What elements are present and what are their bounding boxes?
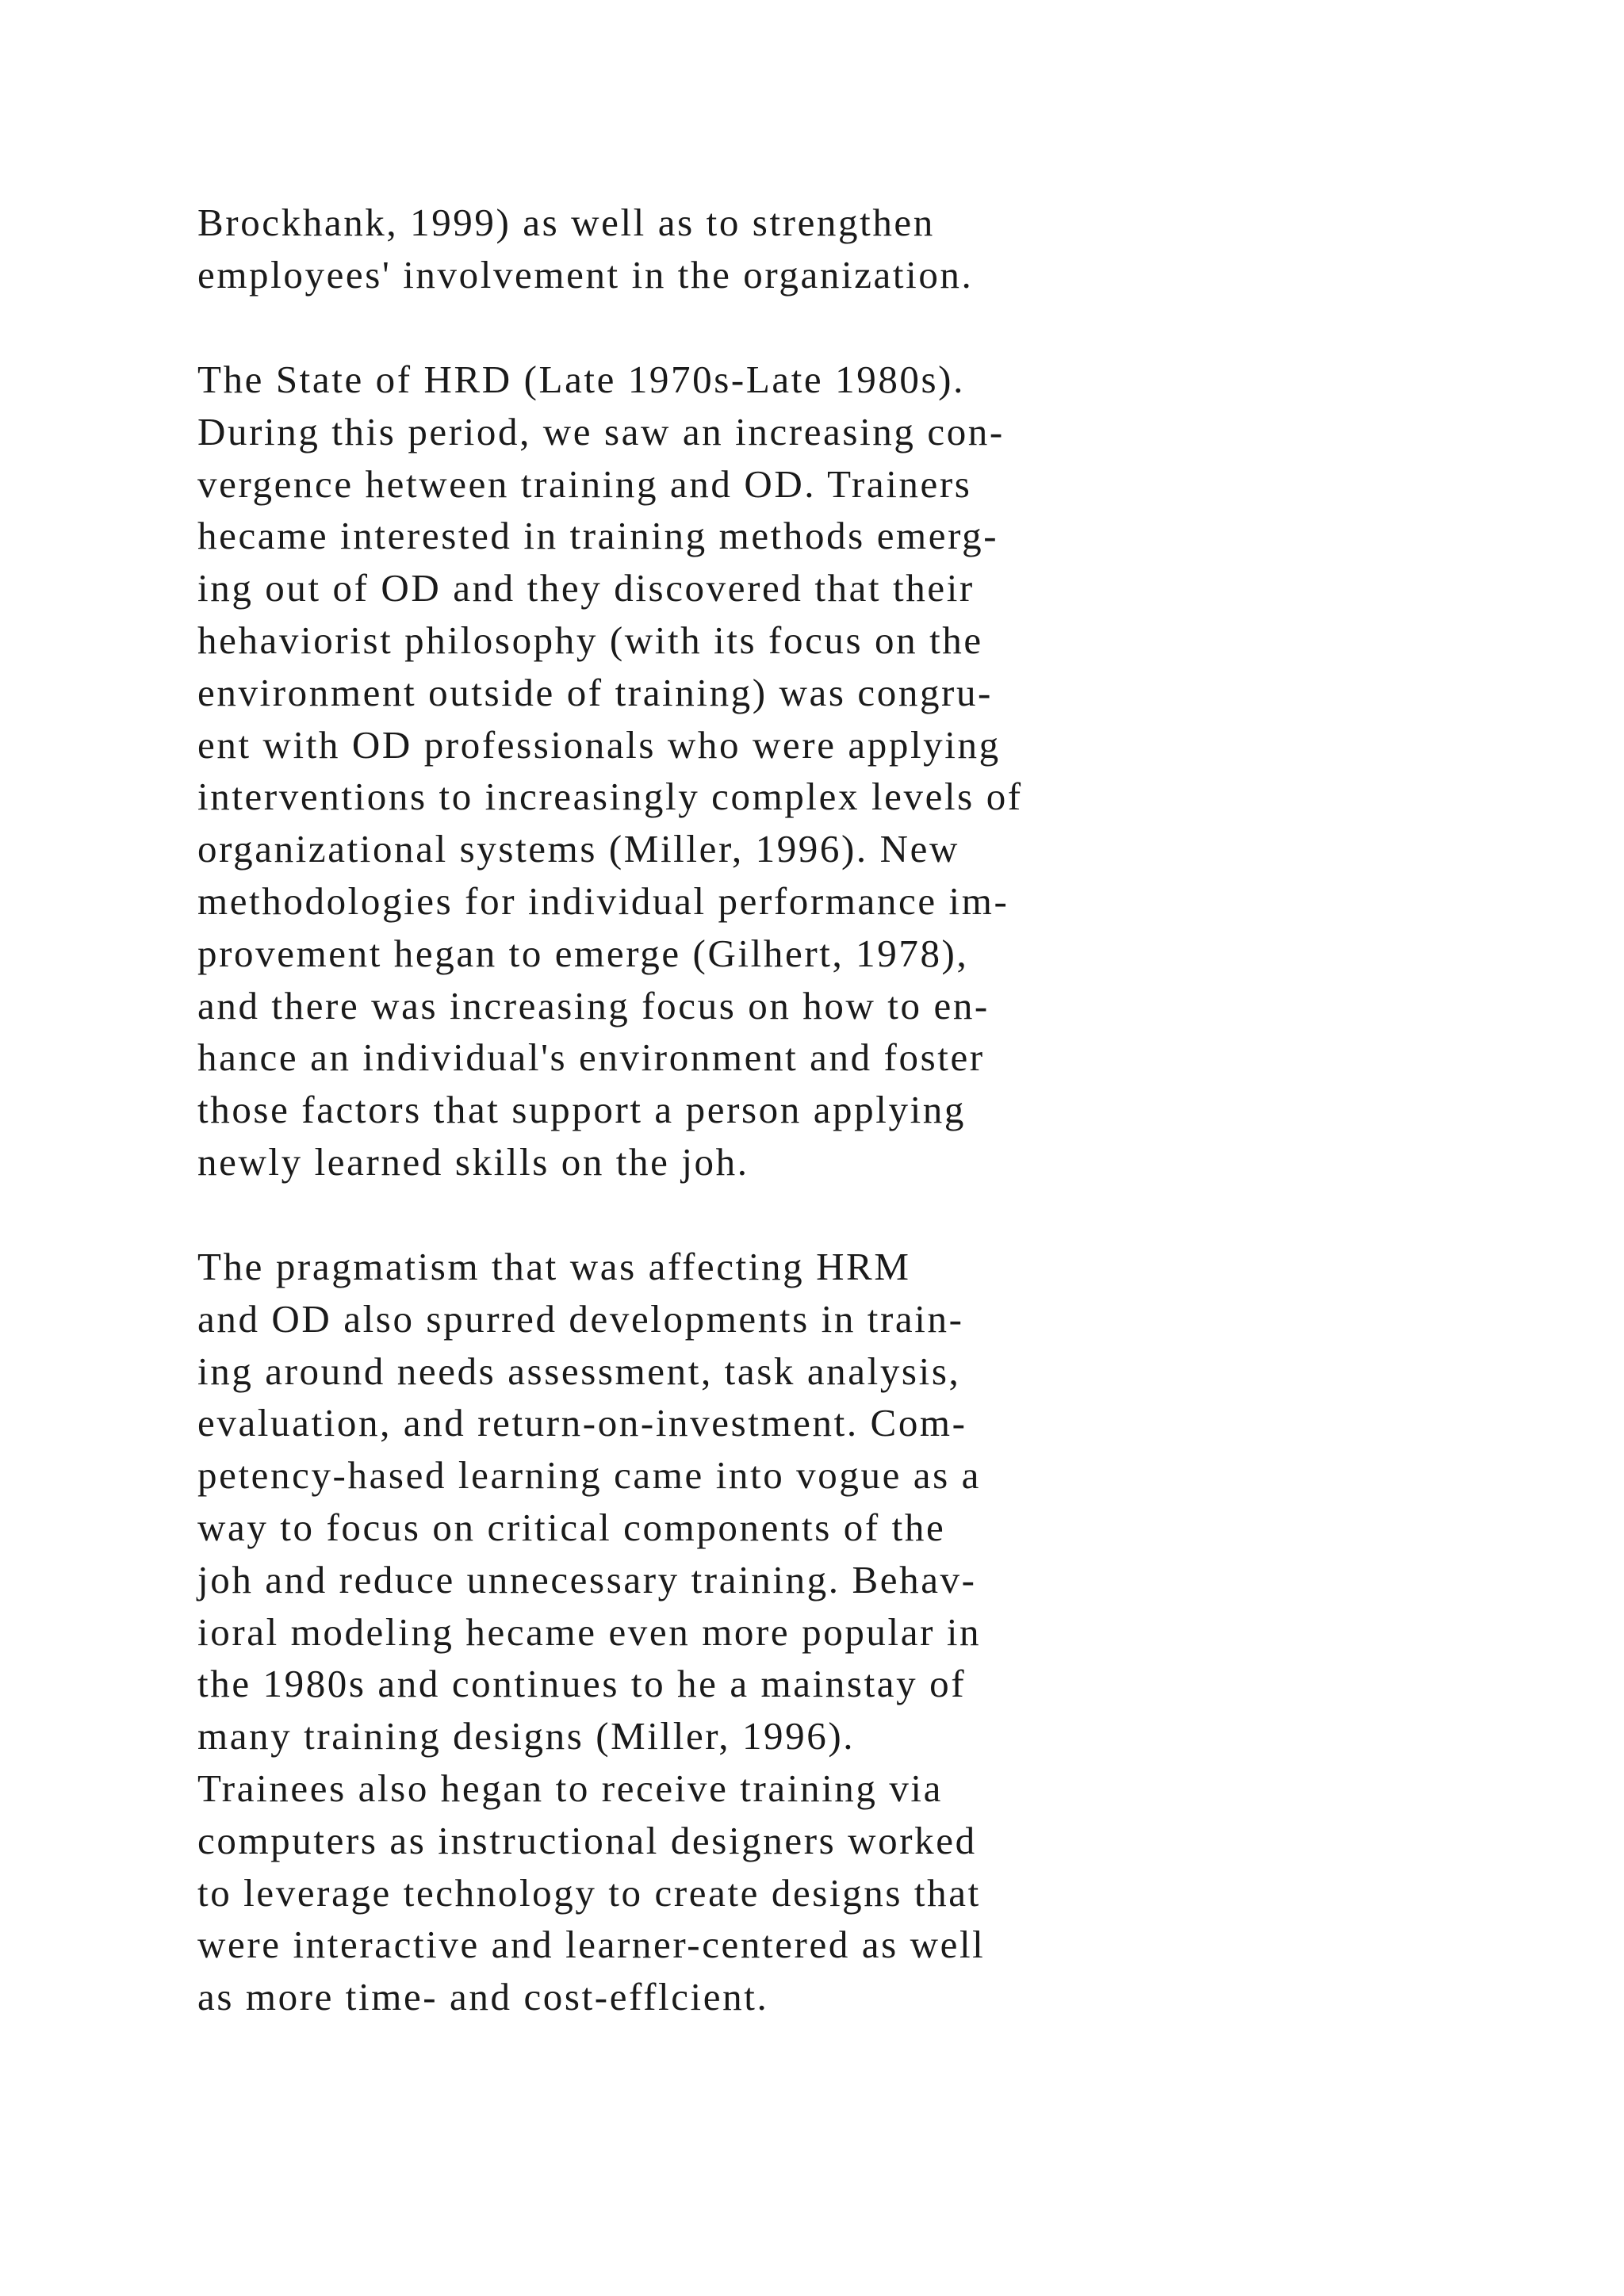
text-line: interventions to increasingly complex levels of	[197, 775, 1023, 819]
text-line: evaluation, and return-on-investment. Com-	[197, 1401, 967, 1445]
text-line: were interactive and learner-centered as well	[197, 1923, 986, 1967]
text-line: computers as instructional designers worked	[197, 1818, 977, 1862]
text-line: joh and reduce unnecessary training. Behav-	[197, 1557, 977, 1601]
text-line: and there was increasing focus on how to en-	[197, 983, 990, 1027]
text-line: hecame interested in training methods emerg-	[197, 514, 999, 558]
text-line: provement hegan to emerge (Gilhert, 1978),	[197, 931, 969, 975]
paragraph-3	[197, 1241, 1545, 2023]
text-line: Trainees also hegan to receive training via	[197, 1766, 943, 1810]
text-line: vergence hetween training and OD. Trainers	[197, 461, 972, 506]
text-line: The State of HRD (Late 1970s-Late 1980s).	[197, 358, 965, 401]
text-line: those factors that support a person applying	[197, 1088, 966, 1132]
text-line: way to focus on critical components of the	[197, 1505, 946, 1549]
paragraph-2	[197, 354, 1545, 1188]
text-line: organizational systems (Miller, 1996). New	[197, 827, 959, 871]
text-line: many training designs (Miller, 1996).	[197, 1714, 856, 1758]
text-line: the 1980s and continues to he a mainstay of	[197, 1662, 967, 1706]
text-line: During this period, we saw an increasing con-	[197, 409, 1005, 453]
paragraph-1	[197, 197, 1545, 301]
text-line: The pragmatism that was affecting HRM	[197, 1245, 911, 1288]
text-line: hance an individual's environment and foster	[197, 1035, 985, 1080]
text-line: petency-hased learning came into vogue as a	[197, 1453, 981, 1498]
text-line: environment outside of training) was congru-	[197, 670, 993, 714]
text-line: and OD also spurred developments in train-	[197, 1296, 964, 1341]
text-line: as more time- and cost-efflcient.	[197, 1975, 769, 2019]
text-line: ent with OD professionals who were applying	[197, 722, 1001, 767]
text-line: employees' involvement in the organization.	[197, 252, 974, 297]
text-line: ing out of OD and they discovered that their	[197, 566, 975, 610]
text-line: newly learned skills on the joh.	[197, 1139, 749, 1184]
text-line: to leverage technology to create designs that	[197, 1870, 981, 1915]
text-line: hehaviorist philosophy (with its focus on the	[197, 618, 983, 662]
text-line: Brockhank, 1999) as well as to strengthen	[197, 201, 935, 244]
text-line: ioral modeling hecame even more popular in	[197, 1609, 982, 1654]
text-line: ing around needs assessment, task analysis,	[197, 1349, 961, 1393]
text-line: methodologies for individual performance im-	[197, 878, 1009, 923]
